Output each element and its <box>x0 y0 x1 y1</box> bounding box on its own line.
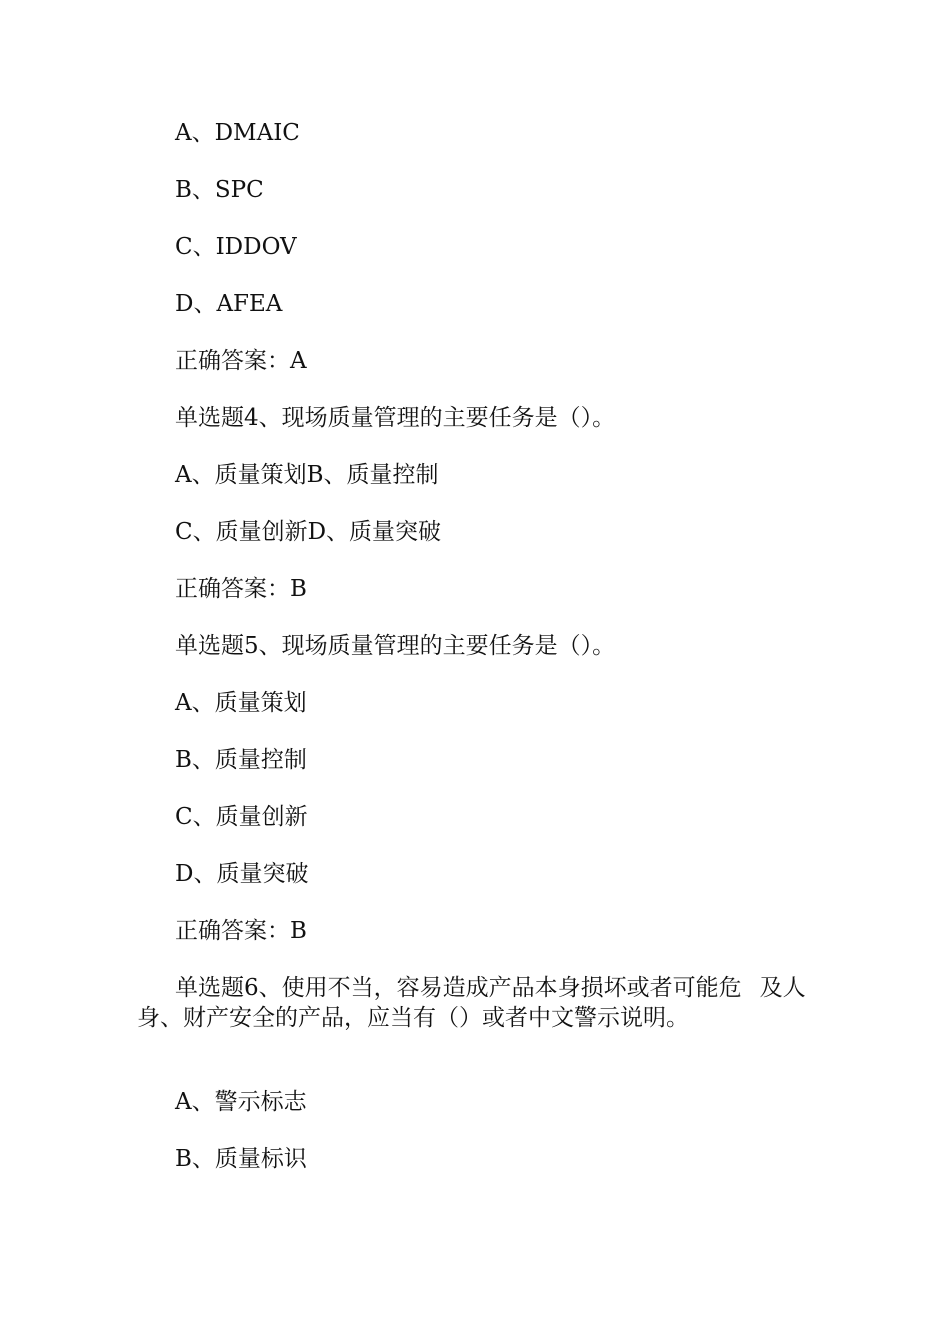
q5-option-c: C、质量创新 <box>175 804 308 830</box>
q3-option-b: B、SPC <box>175 177 264 203</box>
q5-question: 单选题5、现场质量管理的主要任务是（）。 <box>175 633 616 659</box>
q3-option-a: A、DMAIC <box>175 120 300 146</box>
q6-question <box>137 973 837 1033</box>
q4-options-line-1: A、质量策划B、质量控制 <box>175 462 439 488</box>
q4-question: 单选题4、现场质量管理的主要任务是（）。 <box>175 405 616 431</box>
q3-option-d: D、AFEA <box>175 291 283 317</box>
q4-options-line-2: C、质量创新D、质量突破 <box>175 519 442 545</box>
q5-option-b: B、质量控制 <box>175 747 307 773</box>
q6-option-b: B、质量标识 <box>175 1146 307 1172</box>
q5-answer: 正确答案：B <box>175 918 307 944</box>
q5-option-a: A、质量策划 <box>175 690 307 716</box>
q6-option-a: A、警示标志 <box>175 1089 307 1115</box>
q4-answer: 正确答案：B <box>175 576 307 602</box>
q6-question-part2: 及人身、财产安全的产品，应当有（）或者中文警示说明。 <box>137 975 806 1031</box>
q3-option-c: C、IDDOV <box>175 234 297 260</box>
q5-option-d: D、质量突破 <box>175 861 309 887</box>
q3-answer: 正确答案：A <box>175 348 307 374</box>
q6-question-part1: 单选题6、使用不当，容易造成产品本身损坏或者可能危 <box>175 975 742 1001</box>
